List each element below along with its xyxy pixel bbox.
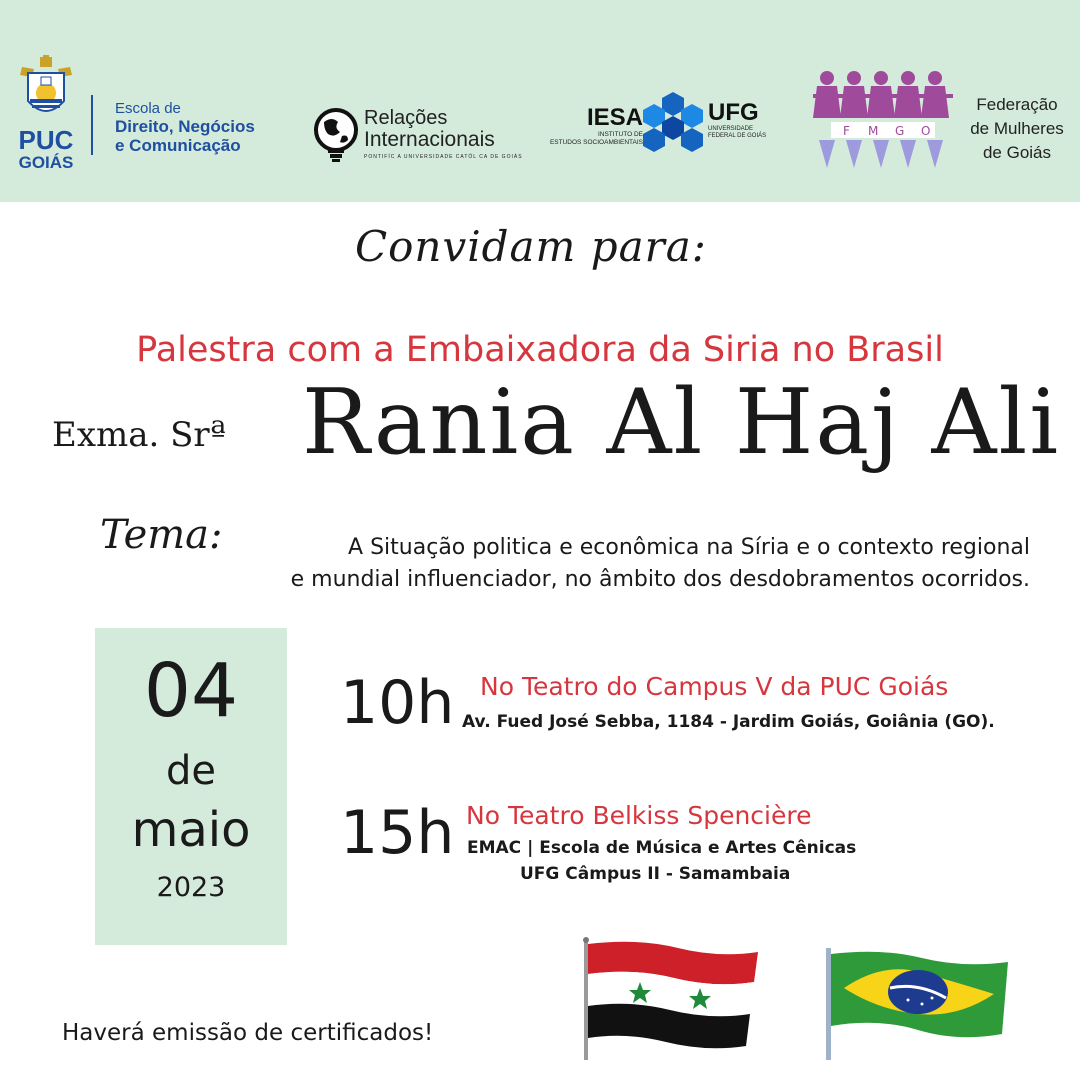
puc-crest-icon — [14, 55, 78, 125]
palestra-title: Palestra com a Embaixadora da Siria no Brasil — [136, 330, 944, 370]
fmgo-name-text — [962, 93, 1072, 165]
puc-logo-sub: GOIÁS — [18, 153, 74, 172]
date-day: 04 — [143, 648, 239, 734]
session-address: Av. Fued José Sebba, 1184 - Jardim Goiás, Goiânia (GO). — [462, 712, 995, 732]
tema-line2: e mundial influenciador, no âmbito dos desdobramentos ocorridos. — [290, 567, 1030, 592]
logo-divider — [91, 95, 93, 155]
ufg-line2: FEDERAL DE GOIÁS — [708, 133, 767, 139]
ufg-hexagon-icon — [640, 90, 706, 160]
ufg-name: UFG — [708, 99, 759, 126]
iesa-logo — [543, 105, 643, 147]
lightbulb-globe-icon — [312, 108, 360, 164]
tema-text — [160, 532, 1030, 596]
session-time: 10h — [340, 668, 455, 738]
session-address-line2: UFG Câmpus II - Samambaia — [520, 864, 791, 884]
honorific: Exma. Srª — [52, 415, 226, 455]
ufg-logo — [708, 100, 778, 140]
puc-goias-logo — [10, 55, 88, 170]
fmgo-letter: M — [868, 124, 879, 138]
session-time: 15h — [340, 798, 455, 868]
speaker-name: Rania Al Haj Ali — [302, 370, 1061, 475]
tema-line1: A Situação politica e econômica na Síria e o contexto regional — [348, 535, 1030, 560]
brazil-flag-icon — [822, 944, 1012, 1060]
fmgo-line3: de Goiás — [982, 143, 1052, 162]
iesa-line2: ESTUDOS SOCIOAMBIENTAIS — [549, 139, 643, 146]
session-venue: No Teatro Belkiss Spencière — [466, 801, 812, 830]
relacoes-internacionais-logo — [364, 107, 564, 160]
date-de: de — [166, 748, 216, 794]
fmgo-letter: G — [895, 124, 905, 138]
escola-line1: Escola de — [115, 100, 181, 117]
escola-line3: e Comunicação — [115, 136, 241, 155]
syria-flag-icon — [578, 936, 770, 1060]
certificate-notice: Haverá emissão de certificados! — [62, 1020, 434, 1046]
logo-header-band — [0, 0, 1080, 202]
fmgo-line2: de Mulheres — [970, 119, 1064, 138]
puc-logo-name: PUC — [18, 125, 74, 155]
ufg-line1: UNIVERSIDADE — [708, 126, 754, 132]
iesa-name: IESA — [586, 104, 643, 131]
escola-logo-text — [115, 100, 315, 155]
session-address: EMAC | Escola de Música e Artes Cênicas — [467, 838, 857, 858]
fmgo-logo-icon — [813, 68, 953, 176]
iesa-line1: INSTITUTO DE — [597, 131, 643, 138]
fmgo-line1: Federação — [976, 95, 1058, 114]
date-year: 2023 — [156, 872, 226, 903]
date-month: maio — [131, 802, 251, 858]
ri-line3: PONTIFÍC A UNIVERSIDADE CATÓL CA DE GOIÁS — [364, 154, 523, 160]
escola-line2: Direito, Negócios — [115, 117, 255, 136]
session-venue: No Teatro do Campus V da PUC Goiás — [480, 672, 949, 701]
tema-label: Tema: — [100, 512, 223, 558]
ri-line1: Relações — [364, 107, 448, 129]
convidam-heading: Convidam para: — [355, 222, 707, 271]
fmgo-letter: O — [921, 124, 931, 138]
ri-line2: Internacionais — [364, 128, 495, 151]
fmgo-letter: F — [843, 124, 850, 138]
